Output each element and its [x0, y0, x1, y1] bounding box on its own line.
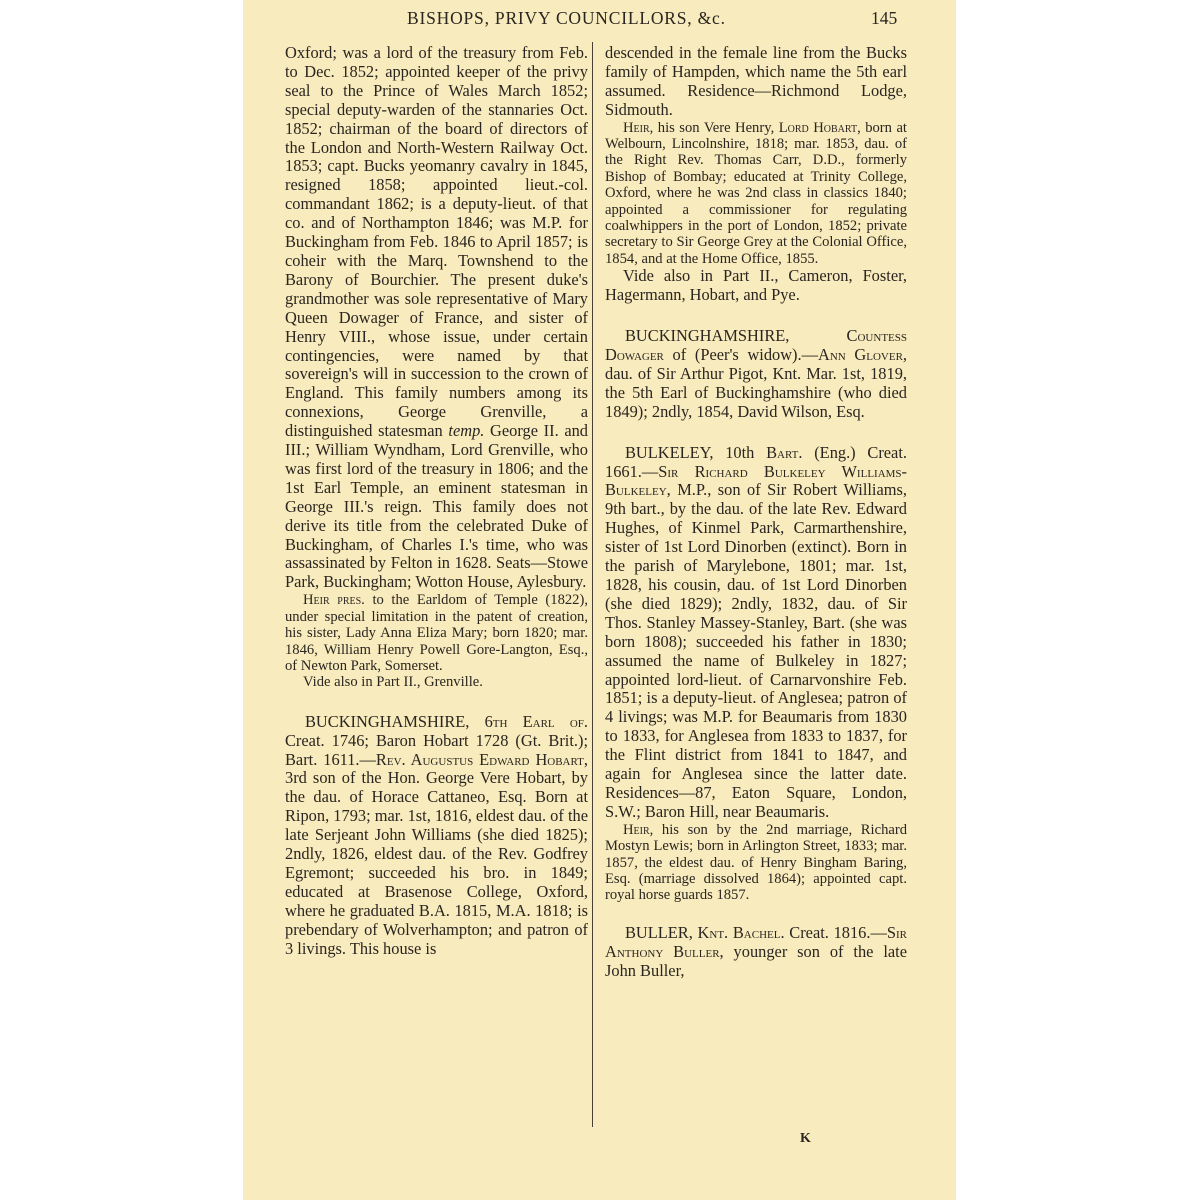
entry-buckinghamshire-earl: BUCKINGHAMSHIRE, 6th Earl of. Creat. 1746; Baron Hobart 1728 (Gt. Brit.); Bart. 1611.—Rev. Augustus Edward Hobart, 3rd son of the Hon. George Vere Hobart, by the dau. of Horace Cattaneo, Esq. Born at Ripon, 1793; mar. 1st, 1816, eldest dau. of the late Serjeant John Williams (she died 1825); 2ndly, 1826, eldest dau. of the Rev. Godfrey Egremont; succeeded his bro. in 1849; educated at Brasenose College, Oxford, where he graduated B.A. 1815, M.A. 1818; is prebendary of Wolverhampton; and patron of 3 livings. This house is [285, 711, 588, 958]
entry-gap [605, 422, 907, 444]
entry-buller: BULLER, Knt. Bachel. Creat. 1816.—Sir Anthony Buller, younger son of the late John Buller, [605, 922, 907, 980]
heir-note: Heir pres. to the Earldom of Temple (1822), under special limitation in the patent of creation, his sister, Lady Anna Eliza Mary; born 1820; mar. 1846, William Henry Powell Gore-Langton, Esq., of Newton Park, Somerset. [285, 592, 588, 674]
heir-note: Heir, his son Vere Henry, Lord Hobart, born at Welbourn, Lincolnshire, 1818; mar. 1853, dau. of the Right Rev. Thomas Carr, D.D., formerly Bishop of Bombay; educated at Trinity College, Oxford, where he was 2nd class in classics 1840; appointed a commissioner for regulating coalwhippers in the port of London, 1852; private secretary to Sir George Grey at the Colonial Office, 1854, and at the Home Office, 1855. [605, 119, 907, 267]
signature-mark: K [800, 1131, 811, 1146]
entry-continuation: descended in the female line from the Bucks family of Hampden, which name the 5th earl assumed. Residence—Richmond Lodge, Sidmouth. [605, 43, 907, 119]
page-number: 145 [871, 8, 898, 28]
entry-bulkeley: BULKELEY, 10th Bart. (Eng.) Creat. 1661.—Sir Richard Bulkeley Williams-Bulkeley, M.P., son of Sir Robert Williams, 9th bart., by the dau. of the late Rev. Edward Hughes, of Kinmel Park, Carmarthenshire, sister of 1st Lord Dinorben (extinct). Born in the parish of Marylebone, 1801; mar. 1st, 1828, his cousin, dau. of 1st Lord Dinorben (she died 1829); 2ndly, 1832, dau. of Sir Thos. Stanley Massey-Stanley, Bart. (she was born 1808); succeeded his father in 1830; assumed the name of Bulkeley in 1827; appointed lord-lieut. of Carnarvonshire Feb. 1851; is a deputy-lieut. of Anglesea; patron of 4 livings; was M.P. for Beaumaris from 1830 to 1833, for Anglesea from 1833 to 1837, for the Flint district from 1841 to 1847, and again for Anglesea since the latter date. Residences—87, Eaton Square, London, S.W.; Baron Hill, near Beaumaris. [605, 442, 907, 821]
right-column [605, 44, 907, 981]
entry-gap [605, 305, 907, 327]
entry-buckinghamshire-countess: BUCKINGHAMSHIRE, Countess Dowager of (Peer's widow).—Ann Glover, dau. of Sir Arthur Pigot, Knt. Mar. 1st, 1819, the 5th Earl of Buckinghamshire (who died 1849); 2ndly, 1854, David Wilson, Esq. [605, 326, 907, 421]
entry-gap [285, 691, 588, 713]
column-rule [592, 42, 593, 1127]
book-page [243, 0, 956, 1200]
running-head: BISHOPS, PRIVY COUNCILLORS, &c. [407, 8, 726, 28]
entry-continuation: Oxford; was a lord of the treasury from Feb. to Dec. 1852; appointed keeper of the privy seal to the Prince of Wales March 1852; special deputy-warden of the stannaries Oct. 1852; chairman of the board of directors of the London and North-Western Railway Oct. 1853; capt. Bucks yeomanry cavalry in 1845, resigned 1858; appointed lieut.-col. commandant 1862; is a deputy-lieut. of that co. and of Northampton 1846; was M.P. for Buckingham from Feb. 1846 to April 1857; is coheir with the Marq. Townshend to the Barony of Bourchier. The present duke's grandmother was sole representative of Mary Queen Dowager of France, and sister of Henry VIII., whose issue, under certain contingencies, were named by that sovereign's will in succession to the crown of England. This family numbers among its connexions, George Grenville, a distinguished statesman temp. George II. and III.; William Wyndham, Lord Grenville, who was first lord of the treasury in 1806; and the 1st Earl Temple, an eminent statesman in George III.'s reign. This family does not derive its title from the celebrated Duke of Buckingham, of Charles I.'s time, who was assassinated by Felton in 1628. Seats—Stowe Park, Buckingham; Wotton House, Aylesbury. [285, 43, 589, 592]
vide-note: Vide also in Part II., Cameron, Foster, Hagermann, Hobart, and Pye. [605, 266, 907, 305]
left-column [285, 44, 588, 959]
heir-note: Heir, his son by the 2nd marriage, Richard Mostyn Lewis; born in Arlington Street, 1833; mar. 1857, the eldest dau. of Henry Bingham Baring, Esq. (marriage dissolved 1864); appointed capt. royal horse guards 1857. [605, 821, 907, 904]
entry-gap [605, 904, 907, 924]
vide-note: Vide also in Part II., Grenville. [303, 674, 483, 691]
page-header [243, 8, 956, 32]
